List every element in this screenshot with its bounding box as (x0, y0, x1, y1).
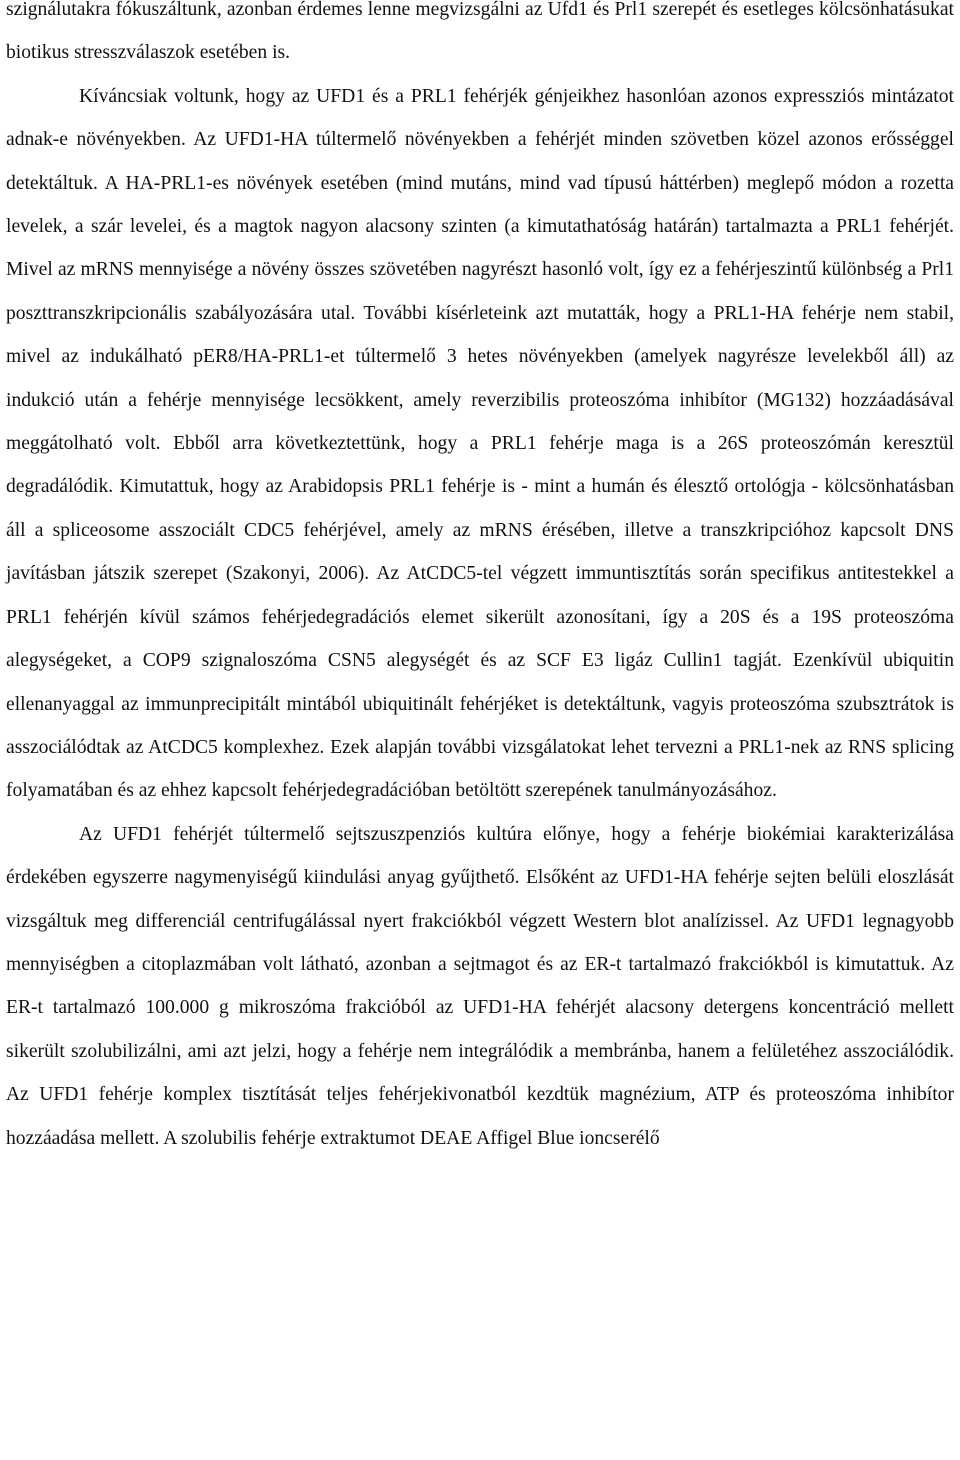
paragraph-continuation: szignálutakra fókuszáltunk, azonban érdemes lenne megvizsgálni az Ufd1 és Prl1 szerepét és esetleges kölcsönhatásukat biotikus stresszválaszok esetében is. (6, 0, 954, 64)
paragraph-prl1-expression: Kíváncsiak voltunk, hogy az UFD1 és a PRL1 fehérjék génjeikhez hasonlóan azonos expressziós mintázatot adnak-e növényekben. Az UFD1-HA túltermelő növényekben a fehérjét minden szövetben közel azonos erősséggel detektáltuk. A HA-PRL1-es növények esetében (mind mutáns, mind vad típusú háttérben) meglepő módon a rozetta levelek, a szár levelei, és a magtok nagyon alacsony szinten (a kimutathatóság határán) tartalmazta a PRL1 fehérjét. Mivel az mRNS mennyisége a növény összes szövetében nagyrészt hasonló volt, így ez a fehérjeszintű különbség a Prl1 poszttranszkripcionális szabályozására utal. További kísérleteink azt mutatták, hogy a PRL1-HA fehérje nem stabil, mivel az indukálható pER8/HA-PRL1-et túltermelő 3 hetes növényekben (amelyek nagyrésze levelekből áll) az indukció után a fehérje mennyisége lecsökkent, amely reverzibilis proteoszóma inhibítor (MG132) hozzáadásával meggátolható volt. Ebből arra következtettünk, hogy a PRL1 fehérje maga is a 26S proteoszómán keresztül degradálódik. Kimutattuk, hogy az Arabidopsis PRL1 fehérje is - mint a humán és élesztő ortológja - kölcsönhatásban áll a spliceosome asszociált CDC5 fehérjével, amely az mRNS érésében, illetve a transzkripcióhoz kapcsolt DNS javításban játszik szerepet (Szakonyi, 2006). Az AtCDC5-tel végzett immuntisztítás során specifikus antitestekkel a PRL1 fehérjén kívül számos fehérjedegradációs elemet sikerült azonosítani, így a 20S és a 19S proteoszóma alegységeket, a COP9 szignaloszóma CSN5 alegységét és az SCF E3 ligáz Cullin1 tagját. Ezenkívül ubiquitin ellenanyaggal az immunprecipitált mintából ubiquitinált fehérjéket is detektáltunk, vagyis proteoszóma szubsztrátok is asszociálódtak az AtCDC5 komplexhez. Ezek alapján további vizsgálatokat lehet tervezni a PRL1-nek az RNS splicing folyamatában és az ehhez kapcsolt fehérjedegradációban betöltött szerepének tanulmányozásához. (6, 85, 954, 802)
paragraph-ufd1-suspension-culture: Az UFD1 fehérjét túltermelő sejtszuszpenziós kultúra előnye, hogy a fehérje biokémiai karakterizálása érdekében egyszerre nagymenyiségű kiindulási anyag gyűjthető. Elsőként az UFD1-HA fehérje sejten belüli eloszlását vizsgáltuk meg differenciál centrifugálással nyert frakciókból végzett Western blot analízissel. Az UFD1 legnagyobb mennyiségben a citoplazmában volt látható, azonban a sejtmagot és az ER-t tartalmazó frakciókból is kimutattuk. Az ER-t tartalmazó 100.000 g mikroszóma frakcióból az UFD1-HA fehérjét alacsony detergens koncentráció mellett sikerült szolubilizálni, ami azt jelzi, hogy a fehérje nem integrálódik a membránba, hanem a felületéhez asszociálódik. Az UFD1 fehérje komplex tisztítását teljes fehérjekivonatból kezdtük magnézium, ATP és proteoszóma inhibítor hozzáadása mellett. A szolubilis fehérje extraktumot DEAE Affigel Blue ioncserélő (6, 823, 954, 1149)
